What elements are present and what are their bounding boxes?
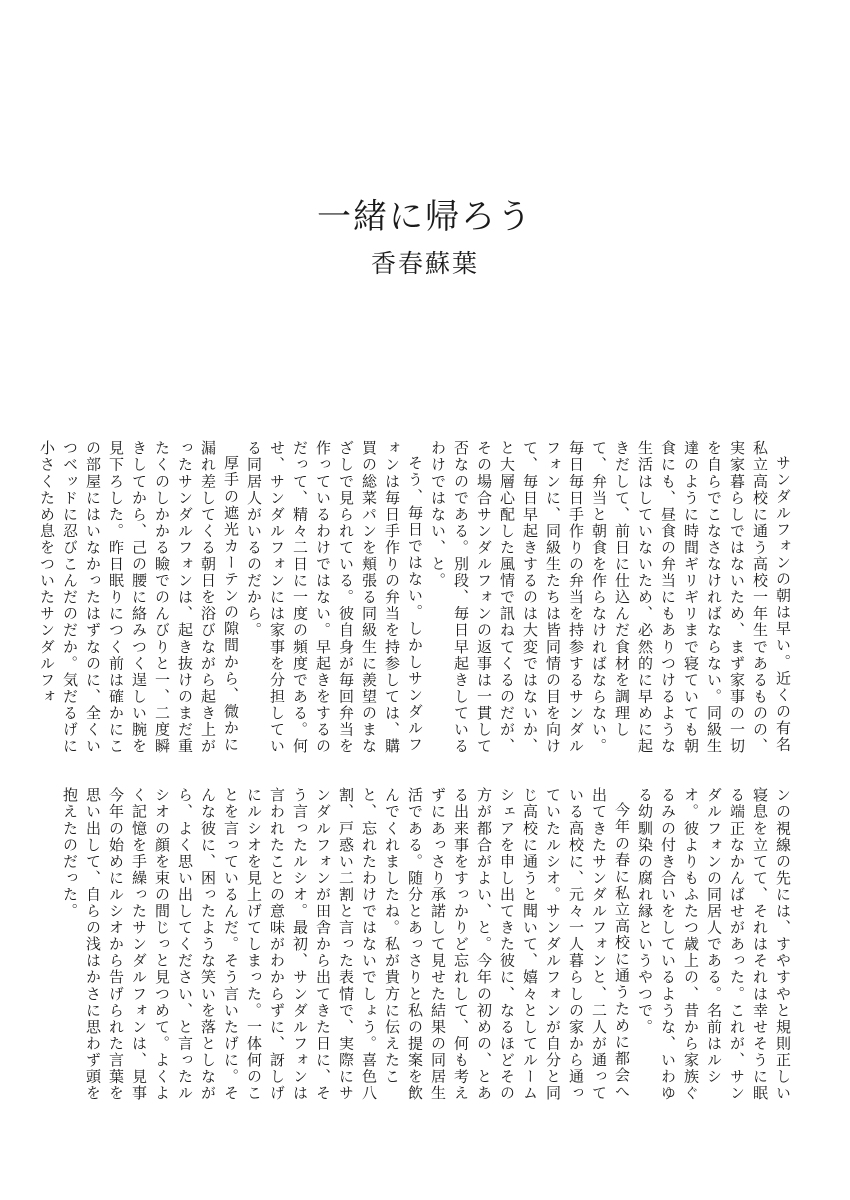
story-title: 一緒に帰ろう <box>317 197 533 237</box>
paragraph: 今年の春に私立高校に通うために都会へ出てきたサンダルフォンと、二人が通っている高校に、元々一人暮らしの家から通っていたルシオ。サンダルフォンが自分と同じ高校に通うと聞いて、嬉々としてルームシェアを申し出てきた彼に、なるほどその方が都合がよい、と。今年の初めの、とある出来事をすっかりど忘れして、何も考えずにあっさり承諾して見せた結果の同居生活である。随分とあっさりと私の提案を飲んでくれましたね。私が貴方に伝えたこと、忘れたわけではないでしょう。喜色八割、戸惑い二割と言った表情で、実際にサンダルフォンが田舎から出てきた日に、そう言ったルシオ。最初、サンダルフォンは言われたことの意味がわからずに、訝しげにルシオを見上げてしまった。一体何のことを言っているんだ。そう言いたげに。そんな彼に、困ったような笑いを落としながら、よく思い出してください、と言ったルシオの顔を束の間じっと見つめて。よくよく記憶を手繰ったサンダルフォンは、見事今年の始めにルシオから告げられた言葉を思い出して、自らの浅はかさに思わず頭を抱えたのだった。 <box>61 787 631 1102</box>
paragraph: サンダルフォンの朝は早い。近くの有名私立高校に通う高校一年生であるものの、実家暮らしではないため、まず家事の一切を自らでこなさなければならない。同級生達のように時間ギリギリまで寝ていても朝食にも、昼食の弁当にもありつけるような生活はしていないため、必然的に早めに起きだして、前日に仕込んだ食材を調理して、弁当と朝食を作らなければならない。毎日毎日手作りの弁当を持参するサンダルフォンに、同級生たちは皆同情の目を向けて、毎日早起きするのは大変ではないか、と大層心配した風情で訊ねてくるのだが、その場合サンダルフォンの返事は一貫して否なのである。別段、毎日早起きしているわけではない、と。 <box>429 440 792 755</box>
paragraph: 厚手の遮光カーテンの隙間から、微かに漏れ差してくる朝日を浴びながら起き上がったサンダルフォンは、起き抜けのまだ重たくのしかかる瞼でのんびりと一、二度瞬きしてから、己の腰に絡みつく逞しい腕を見下ろした。昨日眠りにつく前は確かにこの部屋にはいなかったはずなのに、全くいつベッドに忍びこんだのだか。気だるげに小さくため息をついたサンダルフォ <box>38 440 240 755</box>
title-block <box>0 195 850 281</box>
paragraph-continued: ンの視線の先には、すやすやと規則正しい寝息を立てて、それはそれは幸せそうに眠る端正なかんばせがあった。これが、サンダルフォンの同居人である。名前はルシオ。彼よりもふたつ歳上の、昔から家族ぐるみの付き合いをしているような、いわゆる幼馴染の腐れ縁というやつで。 <box>636 787 792 1102</box>
author-name: 香春蘇葉 <box>370 249 479 278</box>
upper-text-block <box>38 440 794 758</box>
lower-text-block <box>61 787 794 1105</box>
paragraph: そう、毎日ではない。しかしサンダルフォンは毎日手作りの弁当を持参しては、購買の総菜パンを頬張る同級生に羨望のまなざしで見られている。彼自身が毎回弁当を作っているわけではない。早起きをするのだって、精々二日に一度の頻度である。何せ、サンダルフォンには家事を分担している同居人がいるのだから。 <box>245 440 424 755</box>
